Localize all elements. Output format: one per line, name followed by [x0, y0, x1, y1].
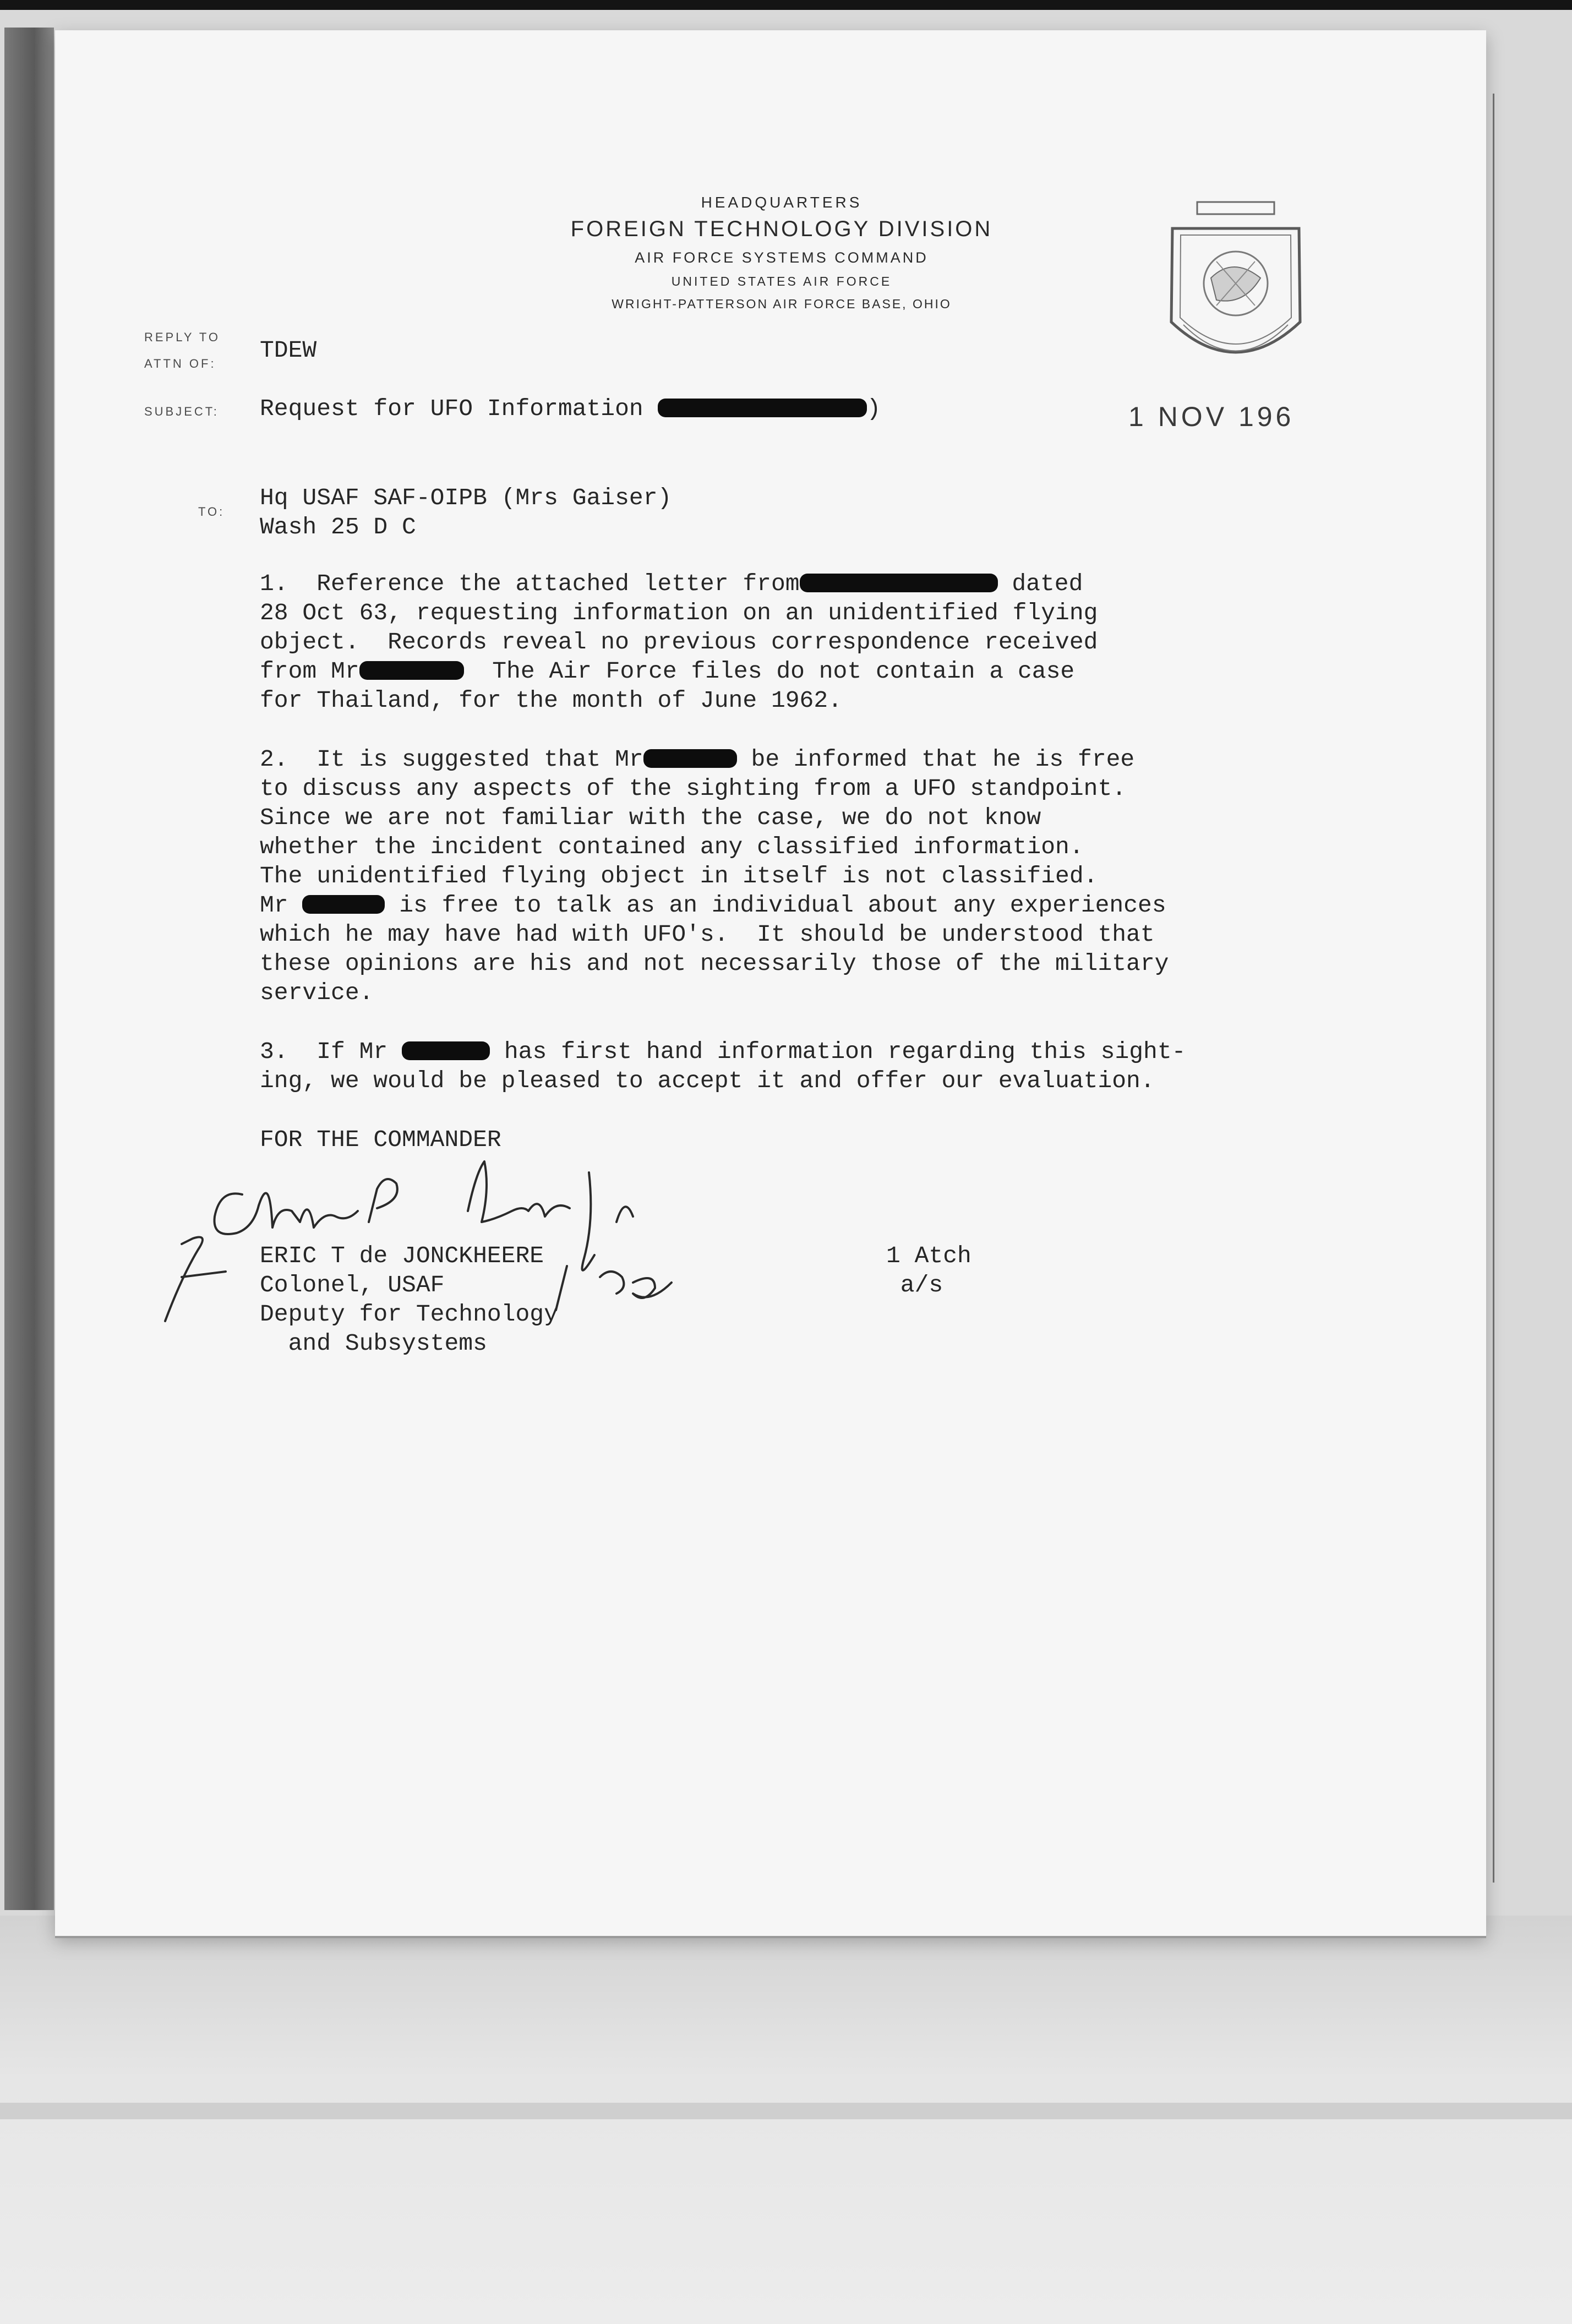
- para2-line6: [260, 891, 1166, 920]
- handwritten-signature: [160, 1139, 749, 1338]
- to-label: TO:: [198, 505, 225, 519]
- para1-line5: for Thailand, for the month of June 1962.: [260, 687, 842, 714]
- reply-office-code: TDEW: [260, 337, 317, 364]
- letterhead-service: UNITED STATES AIR FORCE: [671, 274, 892, 288]
- para1-line4: [260, 657, 1074, 686]
- para3-text-b: has first hand information regarding this sight-: [490, 1038, 1186, 1065]
- para2-line8: these opinions are his and not necessarily those of the military: [260, 950, 1169, 977]
- para3-text-a: 3. If Mr: [260, 1038, 388, 1065]
- letterhead-base: WRIGHT-PATTERSON AIR FORCE BASE, OHIO: [612, 297, 952, 311]
- para2-line5: The unidentified flying object in itself is not classified.: [260, 863, 1098, 890]
- para2-line3: Since we are not familiar with the case, we do not know: [260, 804, 1041, 831]
- para2-text-a: 2. It is suggested that Mr: [260, 746, 643, 773]
- redaction-subject: [658, 399, 867, 417]
- for-the-commander: FOR THE COMMANDER: [260, 1126, 501, 1153]
- para1-line3: object. Records reveal no previous correspondence received: [260, 629, 1098, 656]
- letterhead-division: FOREIGN TECHNOLOGY DIVISION: [570, 217, 993, 241]
- scan-left-shadow: [4, 28, 54, 1910]
- letterhead-headquarters: HEADQUARTERS: [701, 194, 863, 211]
- para1-text-d: The Air Force files do not contain a case: [463, 658, 1075, 685]
- attn-of-label: ATTN OF:: [144, 357, 216, 370]
- signer-name: ERIC T de JONCKHEERE: [260, 1242, 544, 1269]
- reply-to-label: REPLY TO: [144, 330, 220, 344]
- subject-label: SUBJECT:: [144, 405, 219, 418]
- para2-line2: to discuss any aspects of the sighting from a UFO standpoint.: [260, 775, 1127, 802]
- scan-top-border: [0, 0, 1572, 10]
- to-line-1: Hq USAF SAF-OIPB (Mrs Gaiser): [260, 484, 672, 511]
- letterhead: [528, 194, 1035, 312]
- subject-line: [260, 394, 881, 423]
- para3-line1: [260, 1037, 1186, 1066]
- attachment-note: a/s: [886, 1272, 943, 1299]
- para2-line9: service.: [260, 979, 374, 1006]
- to-line-2: Wash 25 D C: [260, 514, 416, 541]
- para2-text-c: Mr: [260, 892, 288, 919]
- signer-title-2: and Subsystems: [260, 1330, 487, 1357]
- date-stamp: 1 NOV 196: [1128, 401, 1295, 432]
- scan-lower-background: [0, 1916, 1572, 2324]
- subject-text: Request for UFO Information: [260, 395, 643, 422]
- para1-line2: 28 Oct 63, requesting information on an unidentified flying: [260, 599, 1098, 626]
- para2-line7: which he may have had with UFO's. It should be understood that: [260, 921, 1155, 948]
- para2-text-d: is free to talk as an individual about any experiences: [385, 892, 1166, 919]
- para3-line2: ing, we would be pleased to accept it and offer our evaluation.: [260, 1067, 1155, 1094]
- para1-text-a: 1. Reference the attached letter from: [260, 570, 800, 597]
- redaction-name-5: [402, 1041, 490, 1060]
- para2-line1: [260, 745, 1134, 774]
- para1-line1: [260, 569, 1083, 598]
- para1-text-c: from Mr: [260, 658, 359, 685]
- para2-text-b: be informed that he is free: [736, 746, 1135, 773]
- page-fold-line: [1493, 94, 1494, 1883]
- scan-lower-band: [0, 2103, 1572, 2119]
- redaction-name-1: [800, 574, 998, 592]
- subject-close-paren: ): [866, 395, 881, 422]
- signer-title-1: Deputy for Technology: [260, 1301, 558, 1328]
- division-seal-icon: [1150, 195, 1321, 383]
- para2-line4: whether the incident contained any classified information.: [260, 833, 1084, 860]
- para1-text-b: dated: [997, 570, 1083, 597]
- letterhead-command: AIR FORCE SYSTEMS COMMAND: [635, 249, 929, 266]
- redaction-name-2: [359, 661, 464, 680]
- signer-rank: Colonel, USAF: [260, 1272, 445, 1299]
- redaction-name-3: [643, 749, 737, 768]
- attachment-count: 1 Atch: [886, 1242, 971, 1269]
- redaction-name-4: [302, 895, 385, 914]
